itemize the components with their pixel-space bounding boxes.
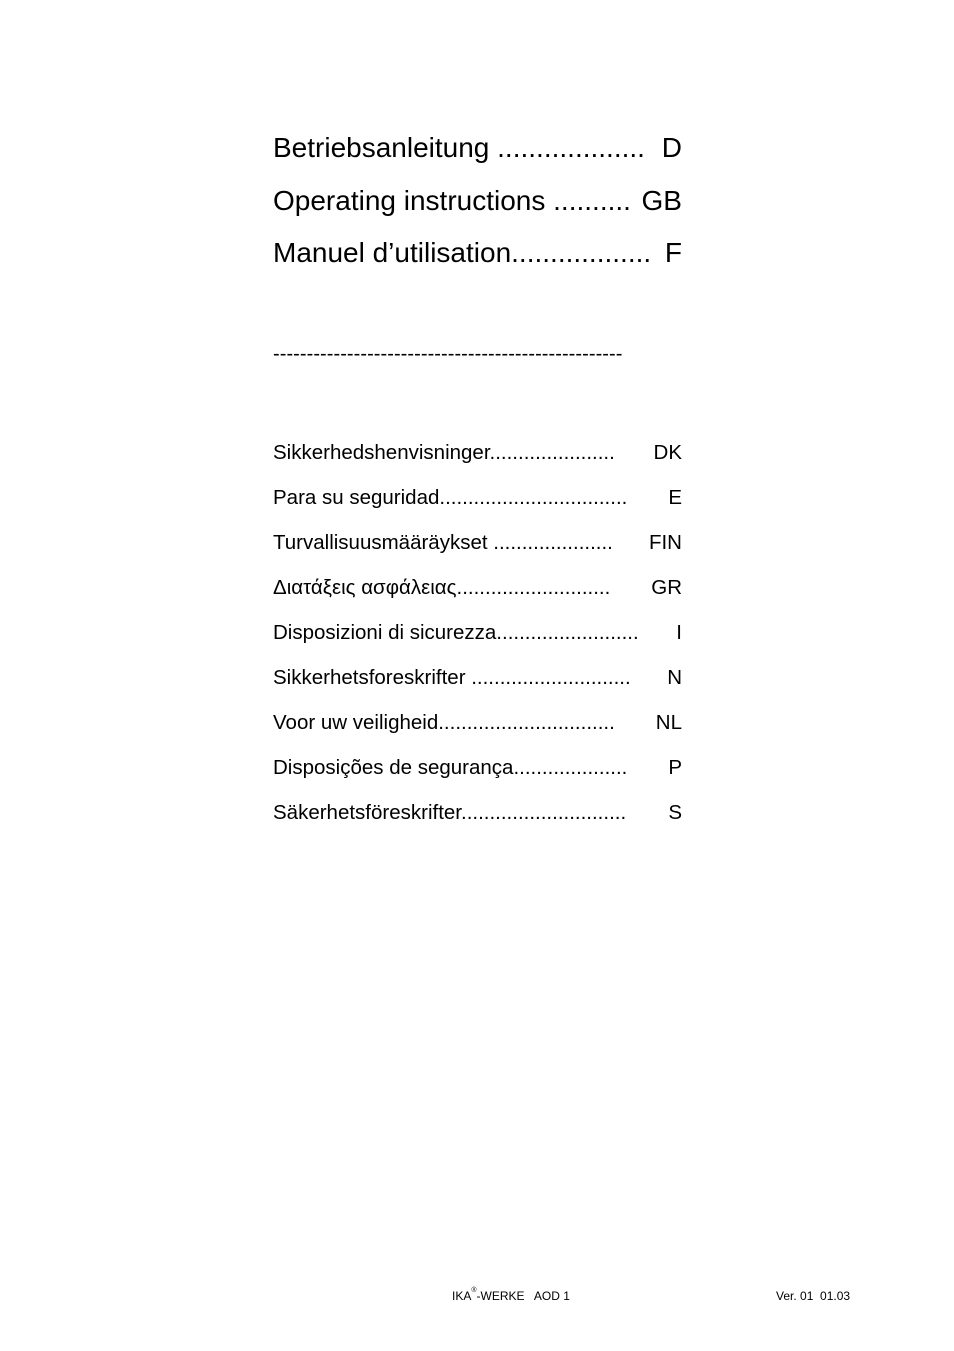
- toc-entry-code: GB: [641, 185, 682, 216]
- safety-entry-code: FIN: [648, 531, 682, 554]
- safety-entry-p[interactable]: [273, 758, 682, 782]
- toc-entry-german[interactable]: [273, 134, 682, 166]
- safety-entry-i[interactable]: [273, 623, 682, 647]
- safety-entry-code: S: [668, 801, 682, 824]
- toc-entry-english[interactable]: [273, 187, 682, 219]
- safety-entry-nl[interactable]: [273, 713, 682, 737]
- toc-entry-label: Betriebsanleitung ...................: [273, 132, 645, 163]
- safety-entry-label: Säkerhetsföreskrifter.............................: [273, 801, 627, 824]
- safety-entry-code: GR: [651, 576, 682, 599]
- safety-entry-label: Διατάξεις ασφάλειας...........................: [273, 576, 611, 599]
- toc-entry-label: Manuel d’utilisation..................: [273, 237, 652, 268]
- safety-entry-label: Sikkerhetsforeskrifter ............................: [273, 666, 631, 689]
- safety-entry-gr[interactable]: [273, 578, 682, 602]
- safety-entry-code: E: [668, 486, 682, 509]
- footer-brand: IKA: [452, 1289, 472, 1303]
- toc-entry-label: Operating instructions ..........: [273, 185, 631, 216]
- footer-product-name: -WERKE AOD 1: [476, 1289, 570, 1303]
- safety-entry-code: P: [668, 756, 682, 779]
- safety-entry-label: Sikkerhedshenvisninger......................: [273, 441, 615, 464]
- safety-entry-fin[interactable]: [273, 533, 682, 557]
- safety-entry-label: Disposições de segurança....................: [273, 756, 628, 779]
- safety-entry-label: Para su seguridad.................................: [273, 486, 628, 509]
- safety-entry-label: Turvallisuusmääräykset .....................: [273, 531, 613, 554]
- safety-entry-code: NL: [655, 711, 682, 734]
- safety-entry-e[interactable]: [273, 488, 682, 512]
- footer-product: [452, 1289, 570, 1303]
- toc-entry-french[interactable]: [273, 239, 682, 271]
- safety-entry-dk[interactable]: [273, 443, 682, 467]
- safety-entry-label: Disposizioni di sicurezza.........................: [273, 621, 639, 644]
- safety-entry-code: I: [676, 621, 682, 644]
- toc-entry-code: F: [664, 237, 682, 268]
- toc-entry-code: D: [661, 132, 682, 163]
- safety-entry-label: Voor uw veiligheid...............................: [273, 711, 615, 734]
- section-divider: ----------------------------------------------------: [273, 344, 623, 364]
- footer-version: Ver. 01 01.03: [776, 1289, 851, 1303]
- safety-entry-n[interactable]: [273, 668, 682, 692]
- safety-entry-code: DK: [653, 441, 682, 464]
- registered-mark: ®: [471, 1287, 477, 1294]
- safety-entry-s[interactable]: [273, 803, 682, 827]
- safety-entry-code: N: [667, 666, 682, 689]
